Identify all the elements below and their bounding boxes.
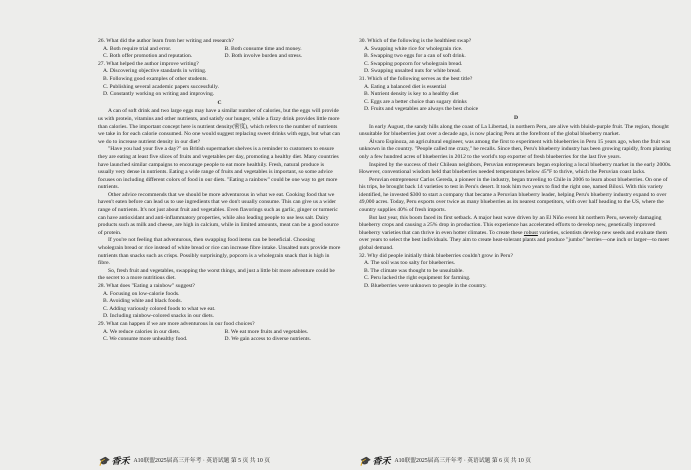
passage-d-paragraph-2: Álvaro Espinoza, an agricultural engineer, was among the first to experiment with blueberries in Peru 15 years ago, when the fruit was unknown in the country. "People called me crazy," he recalls. Since then, Peru's blueberry industry has been growing rapidly, from planting only a few hundred acres of blueberries in 2012 to the world's top exporter of fresh blueberries for the last five years.: [359, 138, 671, 160]
passage-d-paragraph-1: In early August, the sandy hills along the coast of La Libertad, in northern Peru, are alive with bluish-purple fruit. The region, thought unsuitable for blueberries just over a decade ago, is now placing Peru at the forefront of the global blueberry market.: [359, 123, 669, 138]
paragraph-5-part-2: varieties, scientists develop new seeds and evaluate them over years to select the best individuals. They aim to create heat-tolerant plants and produce "jumbo" berries—one inch or larger—to meet global demand.: [359, 229, 669, 252]
left-page: [0, 0, 345, 470]
option-30d[interactable]: D. Swapping unsalted nuts for white bread.: [364, 68, 461, 75]
footer-text: A10联盟2025届高三开年考 · 英语试题 第 5 页 共 10 页: [133, 458, 271, 465]
option-26b[interactable]: B. Both consume time and money.: [224, 45, 302, 52]
passage-d-paragraph-5: [359, 215, 673, 253]
question-30-stem: 30. Which of the following is the healthiest swap?: [359, 38, 472, 44]
option-26a[interactable]: A. Both require trial and error.: [103, 45, 172, 52]
question-29-stem: 29. What can happen if we are more adventurous in our food choices?: [98, 320, 255, 327]
option-30b[interactable]: B. Swapping two eggs for a can of soft drink.: [364, 53, 466, 60]
question-28-stem: 28. What does "Eating a rainbow" suggest?: [98, 283, 195, 289]
passage-c-paragraph-4: If you're not feeling that adventurous, then swapping food items can be beneficial. Choosing wholegrain bread or rice instead of white bread or rice can increase fibre intake. Unsalted nuts provide more nutrients than snacks such as crisps. Possibly surprisingly, popcorn is a wholegrain snack that is high in fibre.: [98, 237, 341, 267]
option-27d[interactable]: D. Constantly working on writing and improving.: [103, 91, 215, 98]
passage-c-paragraph-2: "Have you had your five a day?" on British supermarket shelves is a reminder to customers to ensure they are eating at least five slices of fruits and vegetables per day, promoting a healthy diet. Many countries have launched similar campaigns to encourage people to eat more healthily. Fresh, natural produce is usually very dense in nutrients. Eating a wide range of fruits and vegetables is important, so some advice focuses on including different colors of food in our diets. "Eating a rainbow" could be one way to get more nutrients.: [98, 146, 339, 191]
option-29b[interactable]: B. We eat more fruits and vegetables.: [224, 328, 309, 335]
right-page-footer: [359, 458, 531, 466]
option-32a[interactable]: A. The soil was too salty for blueberries.: [364, 260, 456, 267]
question-27-stem: 27. What helped the author improve writing?: [98, 60, 199, 67]
question-26-stem: 26. What did the author learn from her writing and research?: [98, 38, 234, 44]
option-29d[interactable]: D. We gain access to diverse nutrients.: [224, 336, 311, 343]
left-page-footer: [98, 458, 270, 466]
paragraph-5-part-1: But last year, this boom faced its first setback. A major heat wave driven by an El Niño event hit northern Peru, severely damaging blueberry crops and causing a 25% drop in production. This experience has accelerated efforts to develop new, genetically improved blueberry varieties that can thrive in even hotter climates. To create these: [359, 214, 662, 236]
option-28d[interactable]: D. Including rainbow-colored snacks in our diets.: [103, 313, 214, 320]
passage-d-paragraph-4: Peruvian entrepreneur Carlos Gereda, a pioneer in the industry, began traveling to Chile in 2006 to learn about blueberries. On one of his trips, he brought back 14 varieties to test in Peru's desert. It took him two years to find the right one, named Biloxi. With this variety identified, he invested $300 to start a company that became a Peruvian blueberry leader, helping Peru's blueberry industry expand to over 49,000 acres. Today, Peru exports over twice as many blueberries as its nearest competitors, with over half heading to the US, where the country supplies 40% of fresh imports.: [359, 176, 668, 214]
question-26-options-2: [98, 53, 341, 61]
underlined-word-robust: robust: [523, 229, 538, 236]
option-29c[interactable]: C. We consume more unhealthy food.: [103, 336, 188, 343]
option-26d[interactable]: D. Both involve burden and stress.: [224, 53, 303, 60]
option-31c[interactable]: C. Eggs are a better choice than sugary drinks: [364, 98, 467, 105]
passage-d-paragraph-3: Inspired by the success of their Chilean neighbors, Peruvian entrepreneurs began exploring a local blueberry market in the early 2000s. However, conventional wisdom held that blueberries needed temperatures below 45°F to thrive, which the Peruvian coast lacks.: [359, 161, 672, 176]
option-31d[interactable]: D. Fruits and vegetables are always the best choice: [364, 106, 479, 113]
option-28c[interactable]: C. Adding variously colored foods to what we eat.: [103, 305, 216, 312]
option-28a[interactable]: A. Focusing on low-calorie foods.: [103, 290, 180, 297]
question-31-stem: 31. Which of the following serves as the best title?: [359, 75, 473, 82]
option-31b[interactable]: B. Nutrient density is key to a healthy diet: [364, 91, 459, 98]
option-27a[interactable]: A. Discovering objective standards in writing.: [103, 68, 207, 75]
option-26c[interactable]: C. Both offer promotion and reputation.: [103, 53, 193, 60]
section-d-heading: D: [513, 114, 519, 121]
option-28b[interactable]: B. Avoiding white and black foods.: [103, 298, 182, 305]
publisher-logo: 🎓 香禾: [359, 456, 391, 467]
option-29a[interactable]: A. We reduce calories in our diets.: [103, 328, 181, 335]
passage-c-paragraph-5: So, fresh fruit and vegetables, swapping the worst things, and just a little bit more adventure could be the secret to a more nutritious diet.: [98, 267, 335, 282]
option-32c[interactable]: C. Peru lacked the right equipment for farming.: [364, 275, 471, 282]
option-32b[interactable]: B. The climate was thought to be unsuitable.: [364, 267, 464, 274]
section-c-heading: C: [217, 99, 222, 106]
option-27c[interactable]: C. Publishing several academic papers successfully.: [103, 83, 219, 90]
passage-c-paragraph-3: Other advice recommends that we should be more adventurous in what we eat. Cooking food that we haven't eaten before can lead us to use ingredients that we don't usually consume. This can give us a wider range of nutrients. It's not just about fruit and vegetables. Even flavorings such as garlic, ginger or turmeric can have antioxidant and anti-inflammatory properties, while also leading people to use less salt. Dairy products such as milk and cheese, are high in calcium, while in limited amounts, meat can be a good source of protein.: [98, 191, 339, 236]
option-31a[interactable]: A. Eating a balanced diet is essential: [364, 83, 447, 90]
question-29-options-2: [98, 336, 341, 344]
option-30a[interactable]: A. Swapping white rice for wholegrain rice.: [364, 45, 463, 52]
publisher-logo: 🎓 香禾: [98, 456, 130, 467]
passage-c-paragraph-1: A can of soft drink and two large eggs may have a similar number of calories, but the eggs will provide us with protein, vitamins and other nutrients, and satisfy our hunger, while a fizzy drink provides little more than calories. The important concept here is nutrient density(密度), which refers to the number of nutrients we take in for each calorie consumed. No one would suggest replacing sweet drinks with eggs, but what can we do to increase nutrient density in our diet?: [98, 108, 341, 145]
question-32-stem: 32. Why did people initially think blueberries couldn't grow in Peru?: [359, 252, 513, 259]
option-27b[interactable]: B. Following good examples of other students.: [103, 75, 208, 82]
option-30c[interactable]: C. Swapping popcorn for wholegrain bread.: [364, 60, 463, 67]
footer-text: A10联盟2025届高三开年考 · 英语试题 第 6 页 共 10 页: [394, 458, 532, 465]
right-page: [345, 0, 691, 470]
option-32d[interactable]: D. Blueberries were unknown to people in the country.: [364, 283, 487, 289]
